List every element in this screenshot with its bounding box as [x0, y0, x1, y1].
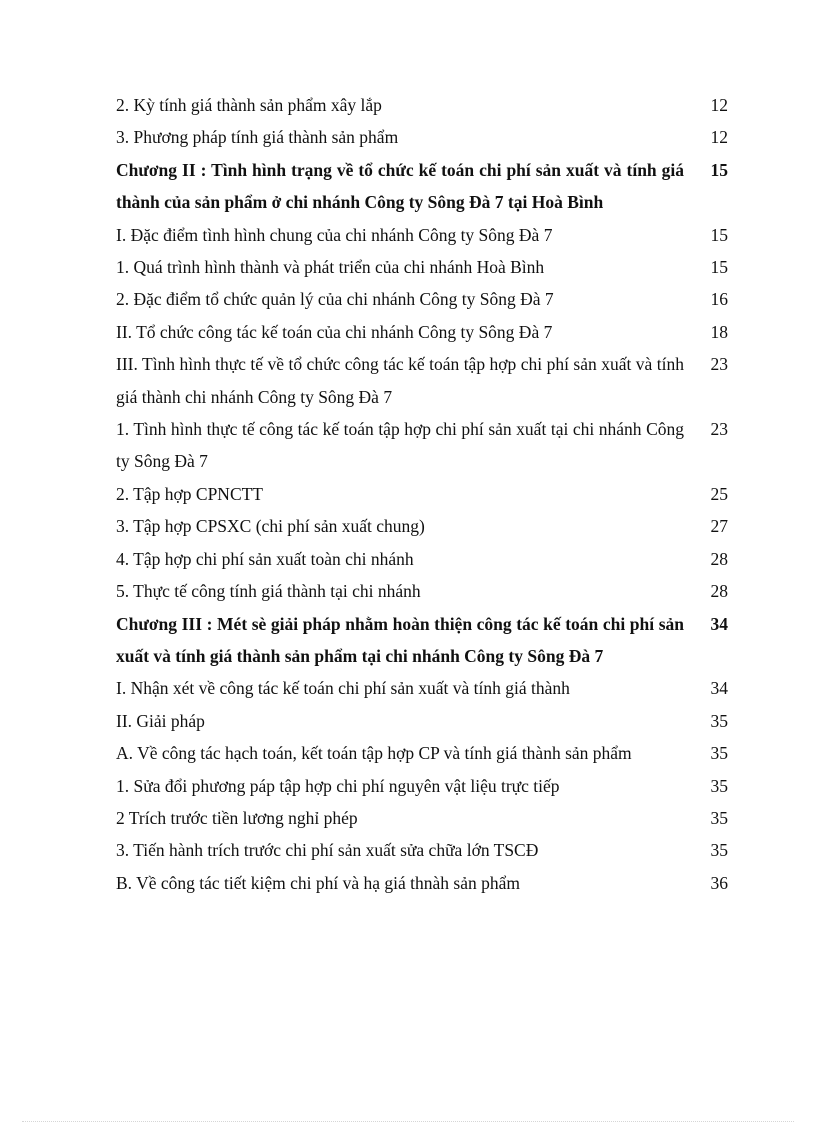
toc-entry-page: 23	[710, 354, 728, 375]
toc-entry-page: 35	[710, 710, 728, 731]
toc-chapter-entry	[116, 608, 728, 673]
toc-entry	[116, 672, 728, 704]
toc-entry-title: II. Tổ chức công tác kế toán của chi nhánh Công ty Sông Đà 7	[116, 321, 553, 342]
toc-entry-title: A. Về công tác hạch toán, kết toán tập hợp CP và tính giá thành sản phẩm	[116, 743, 632, 764]
toc-entry	[116, 89, 728, 121]
toc-entry-title: 2. Kỳ tính giá thành sản phẩm xây lắp	[116, 95, 382, 115]
toc-entry-page: 15	[710, 159, 728, 180]
toc-entry-page: 28	[710, 548, 728, 569]
toc-entry-title: III. Tình hình thực tế về tổ chức công tác kế toán tập hợp chi phí sản xuất và tính giá thành chi nhánh Công ty Sông Đà 7	[116, 354, 684, 407]
toc-entry-page: 12	[710, 127, 728, 148]
toc-entry-page: 28	[710, 581, 728, 602]
toc-entry-page: 35	[710, 807, 728, 828]
toc-entry	[116, 834, 728, 866]
toc-entry-title: 2. Đặc điểm tổ chức quản lý của chi nhánh Công ty Sông Đà 7	[116, 289, 554, 310]
toc-entry-page: 35	[710, 743, 728, 764]
toc-entry	[116, 478, 728, 510]
toc-entry	[116, 348, 728, 413]
toc-entry-page: 34	[710, 678, 728, 699]
toc-entry	[116, 251, 728, 283]
toc-entry	[116, 575, 728, 607]
toc-entry	[116, 316, 728, 348]
toc-entry	[116, 219, 728, 251]
toc-entry	[116, 510, 728, 542]
toc-entry-title: 3. Phương pháp tính giá thành sản phẩm	[116, 127, 399, 148]
toc-entry-title: I. Nhận xét về công tác kế toán chi phí sản xuất và tính giá thành	[116, 678, 570, 699]
toc-entry-title: 1. Quá trình hình thành và phát triển của chi nhánh Hoà Bình	[116, 257, 545, 278]
toc-entry	[116, 413, 728, 478]
toc-entry	[116, 770, 728, 802]
toc-entry-page: 35	[710, 840, 728, 861]
toc-entry	[116, 802, 728, 834]
toc-entry-title: I. Đặc điểm tình hình chung của chi nhánh Công ty Sông Đà 7	[116, 224, 553, 245]
toc-entry-page: 15	[710, 257, 728, 278]
toc-entry	[116, 543, 728, 575]
toc-chapter-title: Chương III : Mét sè giải pháp nhằm hoàn thiện công tác kế toán chi phí sản xuất và tính giá thành sản phẩm tại chi nhánh Công ty Sông Đà 7	[116, 613, 684, 666]
toc-entry-page: 35	[710, 775, 728, 796]
toc-entry	[116, 705, 728, 737]
toc-entry-title: 1. Tình hình thực tế công tác kế toán tập hợp chi phí sản xuất tại chi nhánh Công ty Sông Đà 7	[116, 419, 684, 472]
toc-entry	[116, 867, 728, 899]
toc-entry-page: 27	[710, 516, 728, 537]
toc-chapter-entry	[116, 154, 728, 219]
toc-entry	[116, 737, 728, 769]
toc-entry	[116, 121, 728, 153]
toc-entry-page: 34	[710, 613, 728, 634]
toc-entry-page: 15	[710, 224, 728, 245]
toc-entry	[116, 283, 728, 315]
toc-entry-title: 2 Trích trước tiền lương nghỉ phép	[116, 807, 358, 828]
toc-chapter-title: Chương II : Tình hình trạng về tổ chức kế toán chi phí sản xuất và tính giá thành của sản phẩm ở chi nhánh Công ty Sông Đà 7 tại Hoà Bình	[116, 159, 684, 213]
toc-entry-title: 5. Thực tế công tính giá thành tại chi nhánh	[116, 581, 421, 602]
toc-entry-title: 3. Tập hợp CPSXC (chi phí sản xuất chung)	[116, 516, 425, 537]
toc-entry-page: 25	[710, 483, 728, 504]
toc-entry-page: 36	[710, 872, 728, 893]
toc-entry-title: 4. Tập hợp chi phí sản xuất toàn chi nhánh	[116, 548, 414, 569]
toc-entry-title: B. Về công tác tiết kiệm chi phí và hạ giá thnàh sản phẩm	[116, 872, 521, 893]
toc-entry-page: 23	[710, 419, 728, 440]
table-of-contents	[116, 89, 728, 899]
toc-entry-page: 12	[710, 95, 728, 115]
toc-entry-page: 16	[710, 289, 728, 310]
page-bottom-divider	[22, 1121, 794, 1122]
toc-entry-title: 1. Sửa đổi phương páp tập hợp chi phí nguyên vật liệu trực tiếp	[116, 775, 560, 796]
toc-entry-title: II. Giải pháp	[116, 710, 205, 731]
toc-entry-page: 18	[710, 321, 728, 342]
toc-entry-title: 2. Tập hợp CPNCTT	[116, 483, 263, 504]
toc-entry-title: 3. Tiến hành trích trước chi phí sản xuất sửa chữa lớn TSCĐ	[116, 840, 539, 861]
